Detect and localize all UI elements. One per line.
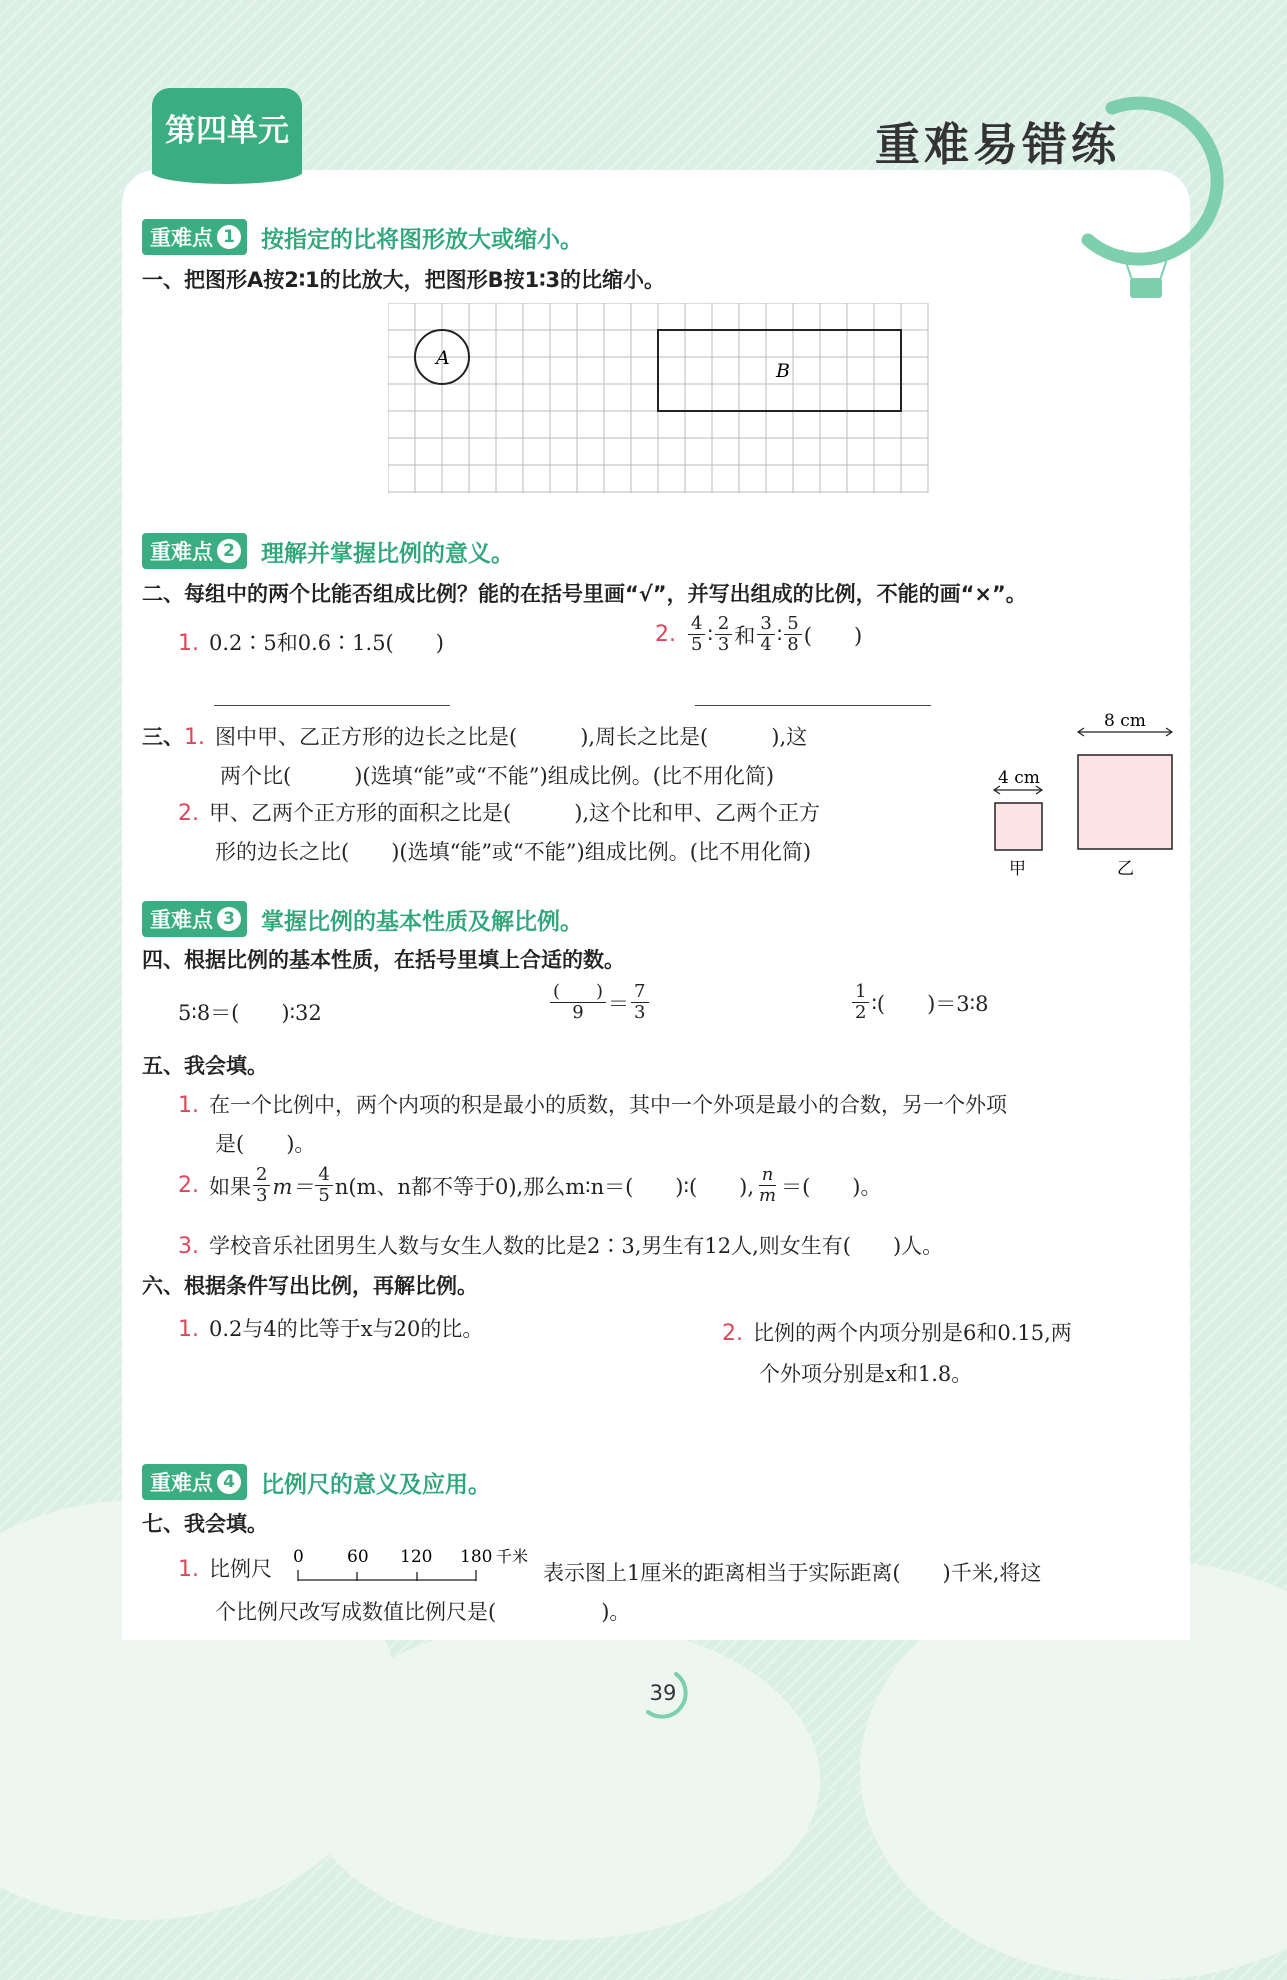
key-point-3 bbox=[142, 901, 583, 937]
question-7-item-1-line-2: 个比例尺改写成数值比例尺是( )。 bbox=[215, 1600, 631, 1624]
answer-line-1[interactable] bbox=[214, 705, 450, 706]
key-point-badge: 重难点 4 bbox=[142, 1464, 247, 1500]
big-square-name: 乙 bbox=[1117, 859, 1134, 879]
small-square-name: 甲 bbox=[1009, 859, 1026, 879]
question-2-text: 二、每组中的两个比能否组成比例？能的在括号里画“√”，并写出组成的比例，不能的画“×”。 bbox=[142, 582, 1027, 606]
squares-figure bbox=[990, 710, 1180, 885]
answer-line-2[interactable] bbox=[695, 705, 931, 706]
question-4-text: 四、根据比例的基本性质，在括号里填上合适的数。 bbox=[142, 948, 625, 972]
question-5-item-2: 2. 如果 $\frac{2}{3}$ m＝ $\frac{4}{5}$ n(m、n都不等于0),那么m∶n＝( )∶( ), $\frac{n}{m}$ ＝( )。 bbox=[178, 1164, 882, 1206]
key-point-2 bbox=[142, 533, 514, 569]
small-square-jia bbox=[995, 803, 1042, 850]
question-1-text: 一、把图形A按2∶1的比放大，把图形B按1∶3的比缩小。 bbox=[142, 268, 666, 292]
key-point-text: 理解并掌握比例的意义。 bbox=[261, 540, 514, 567]
key-point-text: 比例尺的意义及应用。 bbox=[261, 1471, 491, 1498]
key-point-1 bbox=[142, 219, 583, 255]
cloud-decoration-mid bbox=[300, 1620, 820, 1940]
question-4-equation-1: 5∶8＝( )∶32 bbox=[178, 1001, 322, 1025]
key-point-text: 按指定的比将图形放大或缩小。 bbox=[261, 226, 583, 253]
question-6-item-1: 1. 0.2与4的比等于x与20的比。 bbox=[178, 1317, 484, 1342]
key-point-badge: 重难点 2 bbox=[142, 533, 247, 569]
question-6-text: 六、根据条件写出比例，再解比例。 bbox=[142, 1274, 478, 1298]
figure-b-label: B bbox=[776, 360, 790, 382]
key-point-badge: 重难点 3 bbox=[142, 901, 247, 937]
small-square-length: 4 cm bbox=[998, 768, 1040, 788]
question-7-text: 七、我会填。 bbox=[142, 1512, 268, 1536]
question-4-equation-2: $\frac{( )}{9}$ ＝ $\frac{7}{3}$ bbox=[548, 982, 651, 1023]
page-title: 重难易错练 bbox=[875, 118, 1121, 171]
question-3-item-2: 2. 甲、乙两个正方形的面积之比是( ),这个比和甲、乙两个正方 形的边长之比( )(选填“能”或“不能”)组成比例。(比不用化简) bbox=[178, 801, 821, 864]
question-5-item-1: 1. 在一个比例中，两个内项的积是最小的质数，其中一个外项是最小的合数，另一个外项 是( )。 bbox=[178, 1093, 1007, 1156]
key-point-badge: 重难点 1 bbox=[142, 219, 247, 255]
key-point-text: 掌握比例的基本性质及解比例。 bbox=[261, 908, 583, 935]
grid-figure bbox=[388, 303, 934, 495]
question-4-equation-3: $\frac{1}{2}$ ∶( )＝3∶8 bbox=[850, 982, 989, 1023]
scale-label-0: 0 bbox=[293, 1547, 304, 1567]
scale-label-180: 180 bbox=[460, 1547, 493, 1567]
key-point-4 bbox=[142, 1464, 491, 1500]
unit-tab: 第四单元 bbox=[152, 88, 302, 174]
page-number: 39 bbox=[649, 1681, 677, 1705]
question-7-item-1: 1. 比例尺 bbox=[178, 1557, 272, 1582]
figure-a-label: A bbox=[436, 347, 450, 369]
question-3-item-1: 三、1. 图中甲、乙正方形的边长之比是( ),周长之比是( ),这 两个比( )(选填“能”或“不能”)组成比例。(比不用化简) bbox=[142, 725, 808, 788]
big-square-yi bbox=[1078, 755, 1172, 849]
line-scale-bar bbox=[290, 1544, 542, 1588]
big-square-length: 8 cm bbox=[1104, 711, 1146, 731]
question-2-item-2: 2. $\frac{4}{5}$ ∶ $\frac{2}{3}$ 和 $\frac{3}{4}$ ∶ $\frac{5}{8}$ ( ) bbox=[655, 613, 863, 655]
scale-label-120: 120 bbox=[400, 1547, 433, 1567]
question-5-text: 五、我会填。 bbox=[142, 1054, 268, 1078]
scale-unit: 千米 bbox=[496, 1547, 529, 1566]
question-5-item-3: 3. 学校音乐社团男生人数与女生人数的比是2∶3,男生有12人,则女生有( )人。 bbox=[178, 1234, 944, 1259]
question-7-item-1-text: 表示图上1厘米的距离相当于实际距离( )千米,将这 bbox=[543, 1561, 1042, 1585]
question-2-item-1: 1. 0.2∶5和0.6∶1.5( ) bbox=[178, 631, 444, 656]
scale-label-60: 60 bbox=[347, 1547, 369, 1567]
question-6-item-2: 2. 比例的两个内项分别是6和0.15,两 个外项分别是x和1.8。 bbox=[722, 1321, 1072, 1386]
